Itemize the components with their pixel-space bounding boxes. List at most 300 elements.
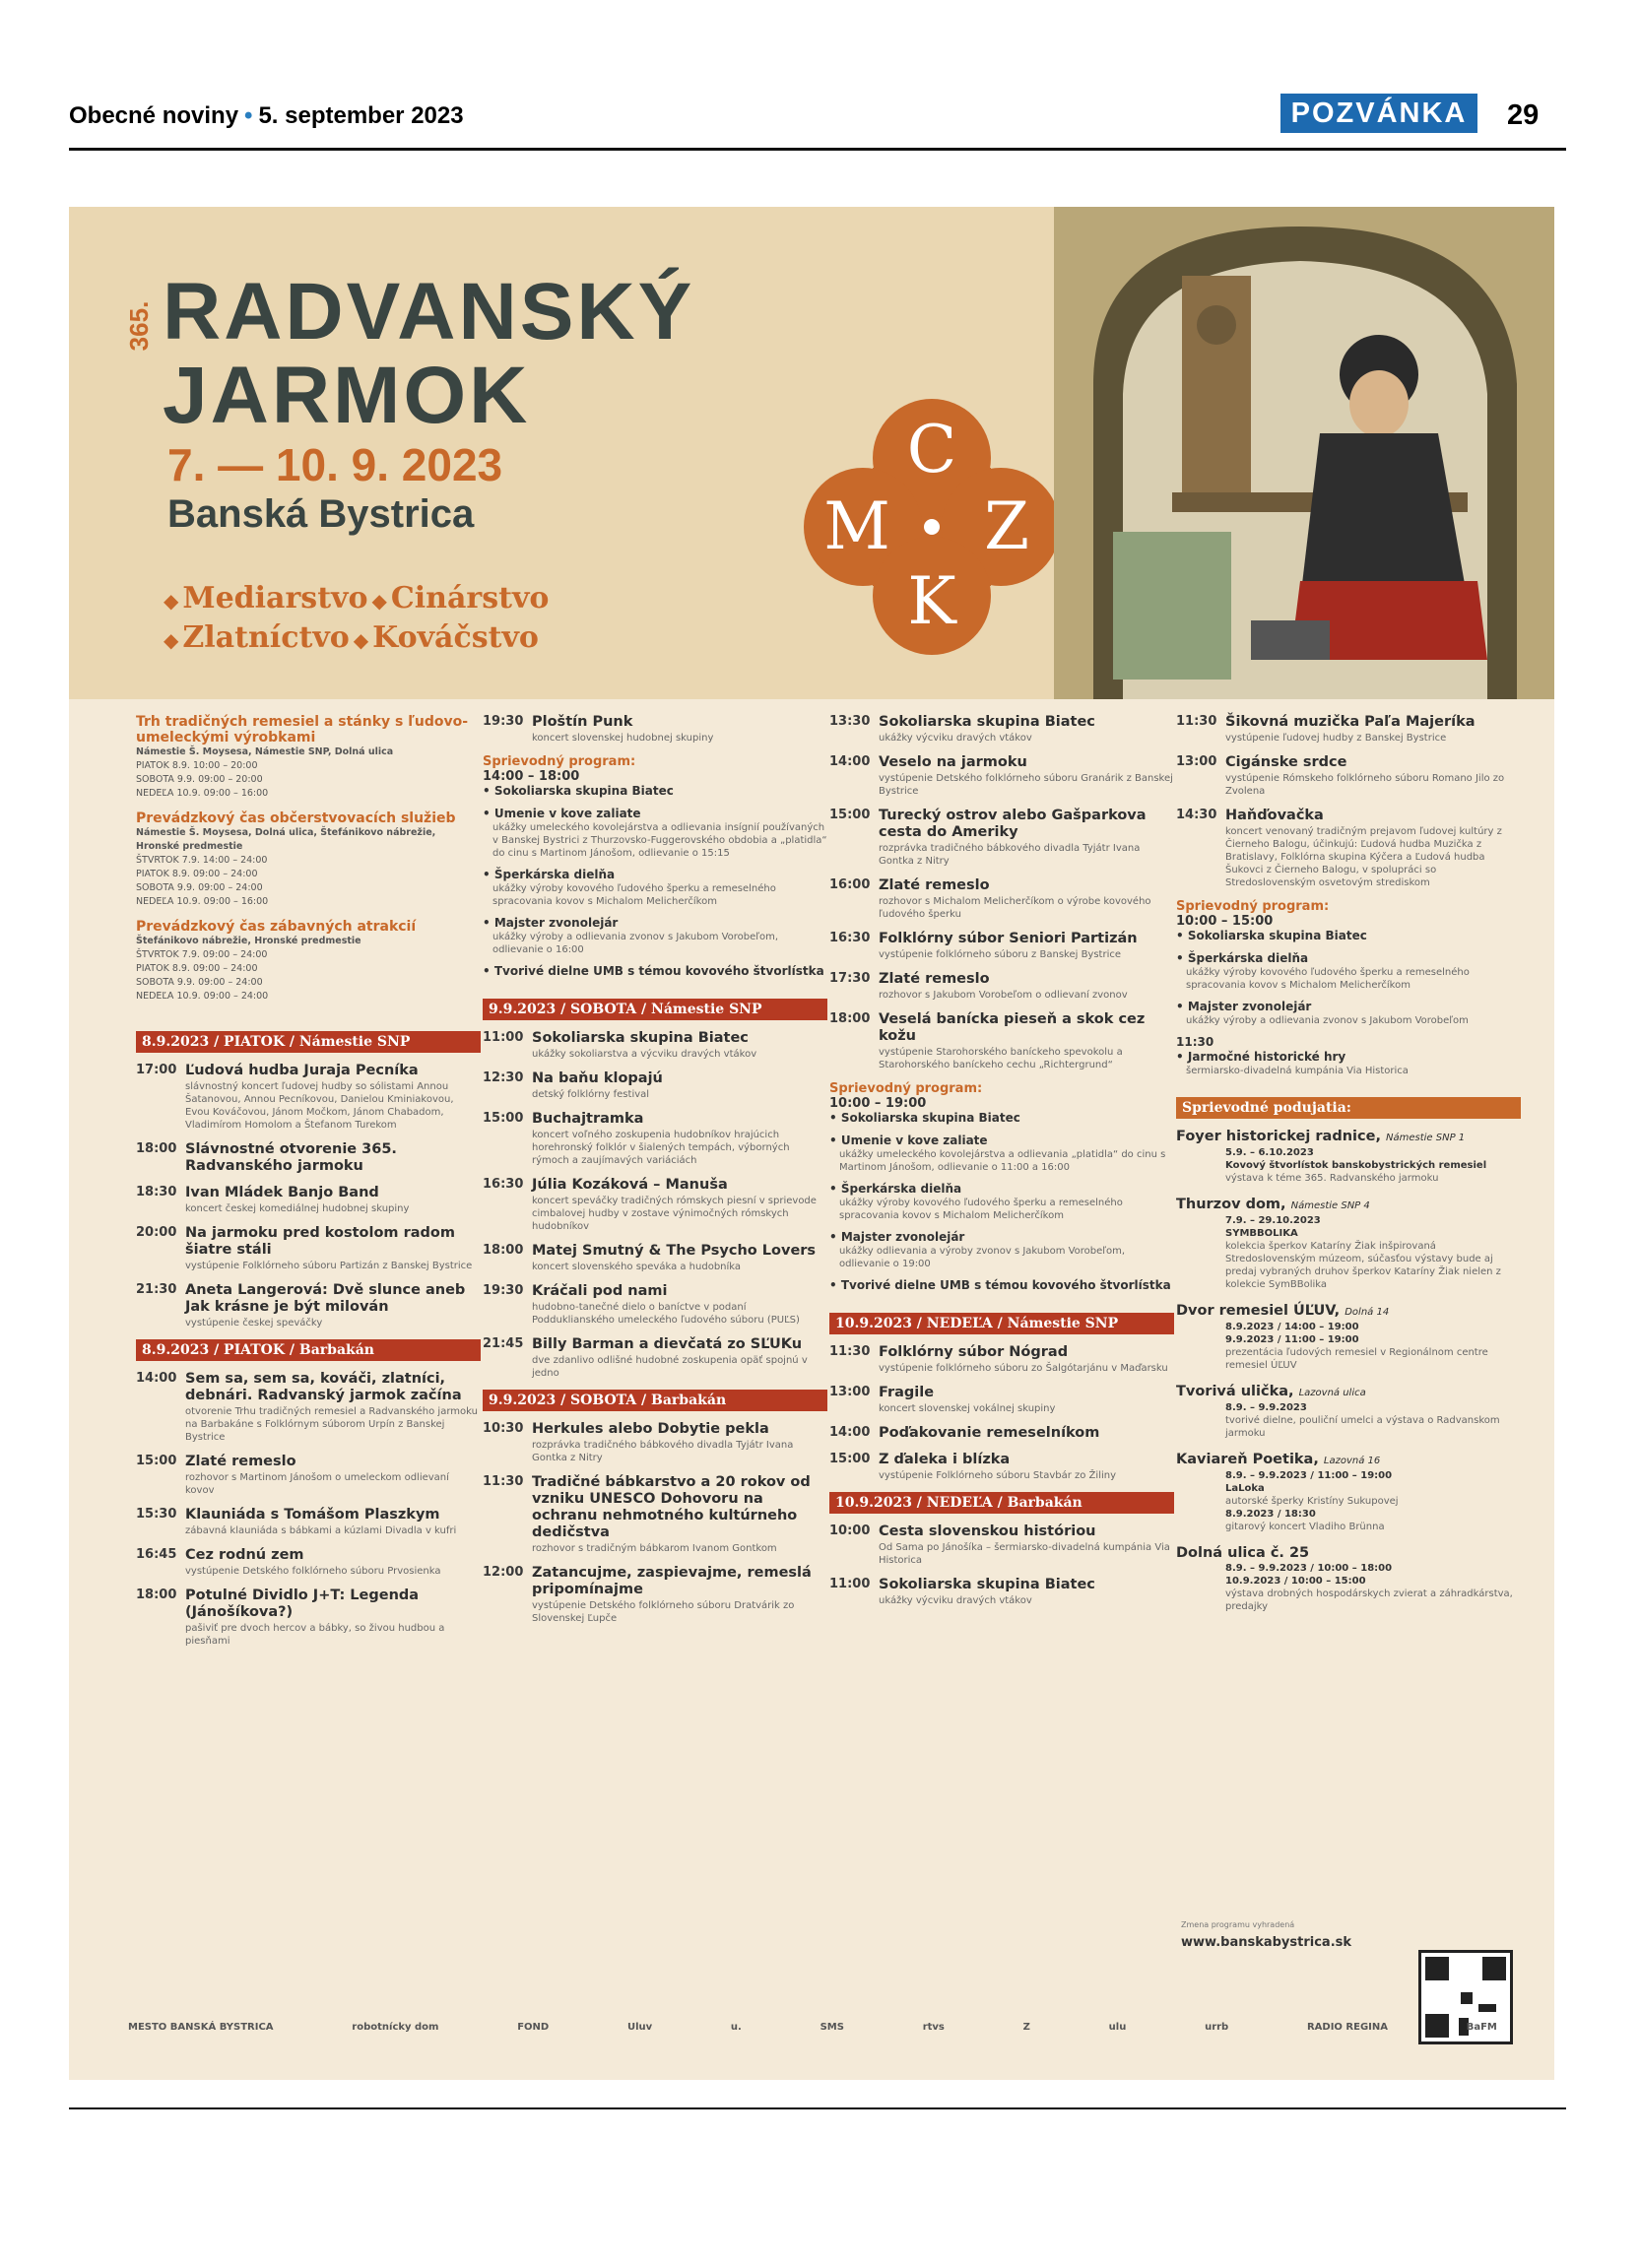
item-title: Ivan Mládek Banjo Band [185,1185,379,1200]
side-program-title: Sprievodný program: [829,1081,983,1096]
item-title: Sokoliarska skupina Biatec [532,1030,749,1046]
item-desc: koncert českej komediálnej hudobnej skupiny [185,1203,410,1214]
event-desc: kolekcia šperkov Kataríny Žiak inšpirovaná Stredoslovenským múzeom, súčasťou výstavy bude aj predaj vybraných druhov šperkov Kataríny Žiak nielen z kolekcie SymBBolika [1225,1241,1501,1290]
side-events-band: Sprievodné podujatia: [1176,1097,1521,1119]
day-band: 10.9.2023 / NEDEĽA / Námestie SNP [829,1313,1174,1334]
craft-3: Zlatníctvo [182,620,350,655]
side-item-desc: šermiarsko-divadelná kumpánia Via Historica [1186,1066,1409,1076]
item-time: 19:30 [483,1283,524,1298]
item-time: 13:00 [1176,754,1217,769]
logo-dot [924,519,940,535]
item-desc: koncert slovenského speváka a hudobníka [532,1262,742,1272]
header-rule [69,148,1566,151]
side-item-title: Jarmočné historické hry [1187,1050,1346,1064]
item-desc: vystúpenie českej speváčky [185,1318,323,1328]
item-time: 21:45 [483,1336,524,1351]
program-item [829,754,1174,798]
item-title: Cigánske srdce [1225,754,1347,770]
program-item [829,1523,1174,1567]
side-event [1176,1384,1521,1440]
program-item [483,1243,827,1273]
item-desc: koncert speváčky tradičných rómskych piesní v sprievode cimbalovej hudby v zostave výnimočných rómskych hudobníkov [532,1196,817,1232]
event-date: 9.9.2023 / 11:00 – 19:00 [1225,1334,1359,1345]
program-item [829,877,1174,921]
venue-address: Námestie SNP 4 [1290,1200,1370,1211]
side-item-title: Tvorivé dielne UMB s témou kovového štvorlístka [493,964,824,978]
item-time: 16:30 [483,1177,524,1192]
item-title: Cez rodnú zem [185,1547,304,1563]
program-item [483,1474,827,1555]
side-item-desc: ukážky umeleckého kovolejárstva a odlievania „platidla“ do cinu s Martinom Jánošom, odlievanie o 11:00 a 16:00 [839,1149,1166,1173]
program-item [136,1371,481,1444]
event-date: 7.9. – 29.10.2023 [1225,1215,1321,1226]
qr-marker [1482,1957,1506,1980]
program-item [483,1283,827,1327]
sponsor-logo: RADIO REGINA [1306,2021,1388,2033]
item-title: Z ďaleka i blízka [879,1452,1011,1467]
venue-name: Tvorivá ulička, [1176,1384,1294,1399]
item-time: 15:00 [136,1454,177,1468]
side-item-desc: ukážky odlievania a výroby zvonov s Jakubom Vorobeľom, odlievanie o 19:00 [839,1246,1126,1269]
item-desc: koncert voľného zoskupenia hudobníkov hrajúcich horehronský folklór v šialených tempách, výborných rýmoch a zaujímavých variáciách [532,1130,790,1166]
side-event [1176,1545,1521,1613]
separator-dot: • [244,102,253,129]
item-time: 16:30 [829,931,871,945]
side-item-title: Majster zvonolejár [840,1230,965,1244]
sponsor-logo: Z [1022,2021,1030,2033]
side-event [1176,1452,1521,1533]
item-time: 19:30 [483,714,524,729]
side-item: • Umenie v kove zaliate [829,1134,988,1147]
event-name: LaLoka [1225,1483,1265,1494]
food-hours-2: PIATOK 8.9. 09:00 – 24:00 [136,869,258,879]
craftsman-illustration [1054,207,1554,699]
venue-name: Foyer historickej radnice, [1176,1129,1381,1144]
event-name: Kovový štvorlístok banskobystrických remesiel [1225,1160,1487,1171]
item-desc: vystúpenie Detského folklórneho súboru Prvosienka [185,1566,441,1577]
program-item [136,1225,481,1272]
program-item [483,1030,827,1061]
program-item [136,1063,481,1132]
item-time: 13:00 [829,1385,871,1399]
craftsman-drawing [1054,207,1554,699]
sponsor-logo: Uluv [626,2021,653,2033]
event-date: 8.9. – 9.9.2023 [1225,1402,1307,1413]
food-title: Prevádzkový čas občerstvovacích služieb [136,810,456,826]
diamond-icon: ◆ [164,628,179,652]
item-time: 16:00 [829,877,871,892]
side-item-title: Majster zvonolejár [493,916,619,930]
side-item-desc: ukážky výroby kovového ľudového šperku a remeselného spracovania kovov s Michalom Melicherčíkom [1186,967,1470,991]
food-hours-4: NEDEĽA 10.9. 09:00 – 16:00 [136,896,269,907]
side-item-title: Šperkárska dielňa [493,868,616,881]
item-time: 14:00 [829,1425,871,1440]
event-desc: prezentácia ľudových remesiel v Regionálnom centre remesiel ÚĽUV [1225,1347,1488,1371]
item-title: Zatancujme, zaspievajme, remeslá pripomínajme [532,1565,812,1597]
item-title: Zlaté remeslo [879,877,990,893]
food-hours-3: SOBOTA 9.9. 09:00 – 24:00 [136,882,263,893]
food-hours-1: ŠTVRTOK 7.9. 14:00 – 24:00 [136,855,268,866]
column-4 [1176,714,1521,1625]
side-item-title: Sokoliarska skupina Biatec [1187,929,1367,942]
paper-name: Obecné noviny [69,102,239,129]
side-item: • Jarmočné historické hry [1176,1050,1346,1064]
item-title: Herkules alebo Dobytie pekla [532,1421,769,1437]
event-desc: výstava drobných hospodárskych zvierat a záhradkárstva, predajky [1225,1588,1513,1612]
program-item [829,1452,1174,1482]
program-item [829,1344,1174,1375]
program-item [136,1547,481,1578]
venue-name: Dvor remesiel ÚĽUV, [1176,1303,1341,1319]
item-desc: vystúpenie folklórneho súboru zo Šalgótarjánu v Maďarsku [879,1363,1168,1374]
cmzk-quatrefoil-logo [804,399,1060,655]
event-venue [1176,1303,1521,1321]
diamond-icon: ◆ [164,589,179,613]
side-item: • Umenie v kove zaliate [483,807,641,820]
item-time: 14:30 [1176,808,1217,822]
item-desc: koncert venovaný tradičným prejavom ľudovej kultúry z Čierneho Balogu, účinkujú: Ľudová hudba Muzička z Bratislavy, Folklórna skupina Kýčera a Ľudová hudba Šukovci z Čierneho Balogu, v spolupráci so Stredoslovenským osvetovým strediskom [1225,826,1502,888]
item-title: Zlaté remeslo [185,1454,296,1469]
market-hours-1: PIATOK 8.9. 10:00 – 20:00 [136,760,258,771]
event-date: 8.9. – 9.9.2023 / 10:00 – 18:00 [1225,1563,1393,1574]
side-item-title: Umenie v kove zaliate [493,807,641,820]
change-note: Zmena programu vyhradená [1181,1920,1295,1929]
program-item [483,1336,827,1380]
program-item [483,1421,827,1464]
item-title: Sem sa, sem sa, kováči, zlatníci, debnári. Radvanský jarmok začína [185,1371,462,1403]
item-desc: vystúpenie ľudovej hudby z Banskej Bystrice [1225,733,1447,744]
venue-name: Kaviareň Poetika, [1176,1452,1319,1467]
item-time: 18:00 [483,1243,524,1258]
program-item [829,931,1174,961]
qr-marker [1425,1957,1449,1980]
item-title: Matej Smutný & The Psycho Lovers [532,1243,817,1259]
event-desc: autorské šperky Kristíny Sukupovej [1225,1496,1399,1507]
ordinal: 365. [124,300,154,352]
item-desc: detský folklórny festival [532,1089,650,1100]
event-city: Banská Bystrica [167,492,475,536]
item-desc: ukážky sokoliarstva a výcviku dravých vtákov [532,1049,757,1060]
side-item: • Majster zvonolejár [1176,1000,1312,1013]
side-item: • Sokoliarska skupina Biatec [829,1111,1020,1125]
column-2 [483,714,827,1635]
side-program-time: 14:00 – 18:00 [483,769,580,784]
sponsor-logo: FOND [517,2021,550,2033]
rides-place: Štefánikovo nábrežie, Hronské predmestie [136,936,361,946]
item-title: Turecký ostrov alebo Gašparkova cesta do Ameriky [879,808,1147,840]
item-desc: koncert slovenskej vokálnej skupiny [879,1403,1056,1414]
side-item: • Majster zvonolejár [829,1230,965,1244]
venue-name: Dolná ulica č. 25 [1176,1545,1310,1561]
paper-header [69,102,464,130]
sponsor-logo: MESTO BANSKÁ BYSTRICA [128,2021,274,2033]
poster [69,207,1554,2080]
program-item [483,714,827,745]
item-title: Júlia Kozáková – Manuša [532,1177,728,1193]
side-event [1176,1303,1521,1372]
item-time: 11:30 [1176,714,1217,729]
program-item [1176,714,1521,745]
item-desc: hudobno-tanečné dielo o baníctve v podaní Podduklianského umeleckého ľudového súboru (PUĽS) [532,1302,800,1326]
day-band: 8.9.2023 / PIATOK / Barbakán [136,1339,481,1361]
side-item-time: 11:30 [1176,1035,1214,1049]
item-time: 18:30 [136,1185,177,1199]
item-title: Kráčali pod nami [532,1283,668,1299]
item-desc: ukážky výcviku dravých vtákov [879,733,1032,744]
item-time: 13:30 [829,714,871,729]
day-band: 9.9.2023 / SOBOTA / Námestie SNP [483,999,827,1020]
sponsor-logo: rtvs [922,2021,945,2033]
item-time: 12:30 [483,1070,524,1085]
side-item-title: Šperkárska dielňa [840,1182,962,1196]
sponsor-logo: SMS [820,2021,844,2033]
item-time: 17:00 [136,1063,177,1077]
event-date: 8.9.2023 / 14:00 – 19:00 [1225,1322,1359,1332]
event-name: SYMBBOLIKA [1225,1228,1298,1239]
venue-address: Lazovná ulica [1298,1388,1366,1398]
item-time: 11:30 [829,1344,871,1359]
side-item-title: Tvorivé dielne UMB s témou kovového štvorlístka [840,1278,1171,1292]
footer-rule [69,2107,1566,2109]
item-title: Veselo na jarmoku [879,754,1027,770]
logo-letter-c: C [906,412,957,487]
item-title: Buchajtramka [532,1111,644,1127]
program-item [483,1565,827,1625]
sponsor-logo: BaFM [1466,2021,1497,2033]
rides-hours-4: NEDEĽA 10.9. 09:00 – 24:00 [136,991,269,1002]
item-title: Na jarmoku pred kostolom radom šiatre stáli [185,1225,455,1258]
item-desc: vystúpenie Detského folklórneho súboru Granárik z Banskej Bystrice [879,773,1173,797]
sponsor-logo: urrb [1205,2021,1229,2033]
venue-name: Thurzov dom, [1176,1197,1286,1212]
event-date: 10.9.2023 / 10:00 – 15:00 [1225,1576,1366,1587]
side-program-title: Sprievodný program: [1176,899,1330,914]
side-item-desc: ukážky výroby a odlievania zvonov s Jakubom Vorobeľom [1186,1015,1469,1026]
item-desc: otvorenie Trhu tradičných remesiel a Radvanského jarmoku na Barbakáne s Folklórnym súborom Urpín z Banskej Bystrice [185,1406,478,1443]
title-line-1: RADVANSKÝ [163,267,695,356]
program-columns [69,714,1554,1965]
rides-hours-3: SOBOTA 9.9. 09:00 – 24:00 [136,977,263,988]
event-date: 8.9. – 9.9.2023 / 11:00 – 19:00 [1225,1470,1393,1481]
item-time: 16:45 [136,1547,177,1562]
side-item: • Majster zvonolejár [483,916,619,930]
issue-date: 5. september 2023 [258,102,464,129]
program-item [136,1282,481,1329]
item-desc: rozprávka tradičného bábkového divadla Tyjátr Ivana Gontka z Nitry [879,843,1141,867]
title-line-2: JARMOK [163,351,531,440]
side-item-desc: ukážky umeleckého kovolejárstva a odlievania insígnií používaných v Banskej Bystrici z Thurzovsko-Fuggerovského obdobia a „platidla“ do cinu s Martinom Jánošom, odlievanie o 15:15 [492,822,827,859]
item-time: 15:00 [829,808,871,822]
item-title: Cesta slovenskou históriou [879,1523,1096,1539]
item-title: Šikovná muzička Paľa Majeríka [1225,714,1476,730]
event-desc: tvorivé dielne, pouliční umelci a výstava o Radvanskom jarmoku [1225,1415,1500,1439]
item-desc: zábavná klauniáda s bábkami a kúzlami Divadla v kufri [185,1525,457,1536]
program-item [136,1588,481,1648]
item-title: Klauniáda s Tomášom Plaszkym [185,1507,440,1523]
item-title: Na baňu klopajú [532,1070,663,1086]
item-title: Potulné Dividlo J+T: Legenda (Jánošíkova?) [185,1588,420,1620]
item-title: Ľudová hudba Juraja Pecníka [185,1063,419,1078]
side-item: • Šperkárska dielňa [829,1182,962,1196]
program-item [136,1454,481,1497]
side-item-desc: ukážky výroby kovového ľudového šperku a remeselného spracovania kovov s Michalom Melicherčíkom [492,883,776,907]
program-item [829,808,1174,868]
item-time: 14:00 [829,754,871,769]
item-time: 14:00 [136,1371,177,1386]
item-desc: vystúpenie folklórneho súboru z Banskej Bystrice [879,949,1122,960]
event-desc: gitarový koncert Vladiho Brünna [1225,1522,1385,1532]
program-item [483,1111,827,1167]
item-title: Slávnostné otvorenie 365. Radvanského jarmoku [185,1141,397,1174]
side-event [1176,1129,1521,1185]
item-time: 10:30 [483,1421,524,1436]
market-title: Trh tradičných remesiel a stánky s ľudovo-umeleckými výrobkami [136,714,469,745]
item-title: Veselá banícka pieseň a skok cez kožu [879,1011,1146,1044]
item-title: Tradičné bábkarstvo a 20 rokov od vzniku UNESCO Dohovoru na ochranu nehmotného kultúrneho dedičstva [532,1474,811,1540]
side-item: • Sokoliarska skupina Biatec [1176,929,1367,942]
item-desc: vystúpenie Folklórneho súboru Partizán z Banskej Bystrice [185,1261,473,1271]
column-3 [829,714,1174,1617]
program-item [829,1425,1174,1442]
program-item [483,1070,827,1101]
side-item: • Šperkárska dielňa [483,868,616,881]
item-time: 12:00 [483,1565,524,1580]
item-time: 11:00 [829,1577,871,1591]
program-item [829,1011,1174,1071]
side-item-title: Umenie v kove zaliate [840,1134,988,1147]
program-item [829,1577,1174,1607]
item-desc: vystúpenie Rómskeho folklórneho súboru Romano Jilo zo Zvolena [1225,773,1505,797]
side-item-title: Šperkárska dielňa [1187,951,1309,965]
side-item: • Tvorivé dielne UMB s témou kovového štvorlístka [829,1278,1171,1292]
side-item: • Šperkárska dielňa [1176,951,1309,965]
item-time: 18:00 [136,1588,177,1602]
market-hours-3: NEDEĽA 10.9. 09:00 – 16:00 [136,788,269,799]
item-title: Billy Barman a dievčatá zo SĽUKu [532,1336,803,1352]
sponsor-logo: u. [730,2021,742,2033]
program-item [136,1185,481,1215]
program-item [829,971,1174,1002]
event-venue [1176,1129,1521,1146]
logo-letter-k: K [907,563,956,639]
side-item-desc: ukážky výroby kovového ľudového šperku a remeselného spracovania kovov s Michalom Melicherčíkom [839,1198,1123,1221]
poster-header [69,207,1554,699]
item-desc: rozhovor s Jakubom Vorobeľom o odlievaní zvonov [879,990,1128,1001]
item-title: Sokoliarska skupina Biatec [879,1577,1095,1592]
side-program-time: 10:00 – 19:00 [829,1096,927,1111]
day-band: 10.9.2023 / NEDEĽA / Barbakán [829,1492,1174,1514]
item-desc: koncert slovenskej hudobnej skupiny [532,733,714,744]
item-desc: Od Sama po Jánošíka – šermiarsko-divadelná kumpánia Via Historica [879,1542,1170,1566]
event-desc: výstava k téme 365. Radvanského jarmoku [1225,1173,1439,1184]
program-item [483,1177,827,1233]
side-item: • Tvorivé dielne UMB s témou kovového štvorlístka [483,964,824,978]
rides-title: Prevádzkový čas zábavných atrakcií [136,919,417,935]
craft-2: Cinárstvo [390,581,550,616]
item-desc: dve zdanlivo odlišné hudobné zoskupenia opäť spojnú v jedno [532,1355,808,1379]
item-time: 11:00 [483,1030,524,1045]
item-title: Poďakovanie remeselníkom [879,1425,1100,1441]
program-item [829,1385,1174,1415]
item-time: 18:00 [829,1011,871,1026]
program-item [136,1141,481,1175]
logo-letter-z: Z [984,488,1029,564]
event-date: 5.9. – 6.10.2023 [1225,1147,1314,1158]
item-time: 11:30 [483,1474,524,1489]
item-desc: vystúpenie Detského folklórneho súboru Dratvárik zo Slovenskej Ľupče [532,1600,795,1624]
event-dates: 7. — 10. 9. 2023 [167,439,503,490]
craft-1: Mediarstvo [182,581,368,616]
side-item-title: Sokoliarska skupina Biatec [840,1111,1020,1125]
event-venue [1176,1197,1521,1214]
item-desc: vystúpenie Folklórneho súboru Stavbár zo Žiliny [879,1470,1117,1481]
item-time: 15:00 [829,1452,871,1466]
craft-4: Kováčstvo [372,620,539,655]
side-event [1176,1197,1521,1291]
venue-address: Námestie SNP 1 [1386,1133,1466,1143]
logo-letter-m: M [823,488,890,564]
sponsor-logo: robotnícky dom [352,2021,439,2033]
food-place: Námestie Š. Moysesa, Dolná ulica, Štefánikovo nábrežie, Hronské predmestie [136,827,436,852]
qr-module [1461,1992,1473,2004]
item-desc: rozhovor s Michalom Melicherčíkom o výrobe kovového ľudového šperku [879,896,1151,920]
item-title: Aneta Langerová: Dvě slunce aneb Jak krásne je být milován [185,1282,466,1315]
item-time: 15:00 [483,1111,524,1126]
venue-address: Dolná 14 [1345,1307,1390,1318]
item-title: Folklórny súbor Nógrad [879,1344,1069,1360]
program-item [1176,754,1521,798]
program-item [136,1507,481,1537]
item-desc: rozhovor s Martinom Jánošom o umeleckom odlievaní kovov [185,1472,449,1496]
item-time: 21:30 [136,1282,177,1297]
event-venue [1176,1384,1521,1401]
item-time: 18:00 [136,1141,177,1156]
market-hours-2: SOBOTA 9.9. 09:00 – 20:00 [136,774,263,785]
venue-address: Lazovná 16 [1323,1456,1381,1466]
side-item-title: Sokoliarska skupina Biatec [493,784,674,798]
rides-hours-2: PIATOK 8.9. 09:00 – 24:00 [136,963,258,974]
side-item: • Sokoliarska skupina Biatec [483,784,674,798]
page-number: 29 [1507,99,1540,131]
side-program-time: 10:00 – 15:00 [1176,914,1274,929]
item-desc: pašiviť pre dvoch hercov a bábky, so živou hudbou a piesňami [185,1623,445,1647]
side-item-desc: ukážky výroby a odlievania zvonov s Jakubom Vorobeľom, odlievanie o 16:00 [492,932,779,955]
item-time: 20:00 [136,1225,177,1240]
column-1 [136,714,481,1657]
event-venue [1176,1452,1521,1469]
item-title: Ploštín Punk [532,714,633,730]
section-tag: POZVÁNKA [1280,94,1477,133]
program-item [1176,808,1521,889]
item-title: Sokoliarska skupina Biatec [879,714,1095,730]
crafts-line-1 [160,581,549,616]
program-item [829,714,1174,745]
market-place: Námestie Š. Moysesa, Námestie SNP, Dolná ulica [136,746,394,757]
diamond-icon: ◆ [371,589,387,613]
item-title: Haňďovačka [1225,808,1324,823]
crafts-line-2 [160,620,539,655]
item-desc: ukážky výcviku dravých vtákov [879,1595,1032,1606]
item-desc: slávnostný koncert ľudovej hudby so sólistami Annou Šatanovou, Annou Pecníkovou, Danielou Kminiakovou, Evou Kováčovou, Jánom Močkom, Jánom Chabadom, Vladimírom Homolom a Štefanom Turekom [185,1081,454,1131]
day-band: 9.9.2023 / SOBOTA / Barbakán [483,1390,827,1411]
item-time: 10:00 [829,1523,871,1538]
item-title: Zlaté remeslo [879,971,990,987]
side-program-title: Sprievodný program: [483,754,636,769]
website-link[interactable]: www.banskabystrica.sk [1181,1935,1352,1950]
item-time: 17:30 [829,971,871,986]
rides-hours-1: ŠTVRTOK 7.9. 09:00 – 24:00 [136,949,268,960]
item-title: Folklórny súbor Seniori Partizán [879,931,1138,946]
